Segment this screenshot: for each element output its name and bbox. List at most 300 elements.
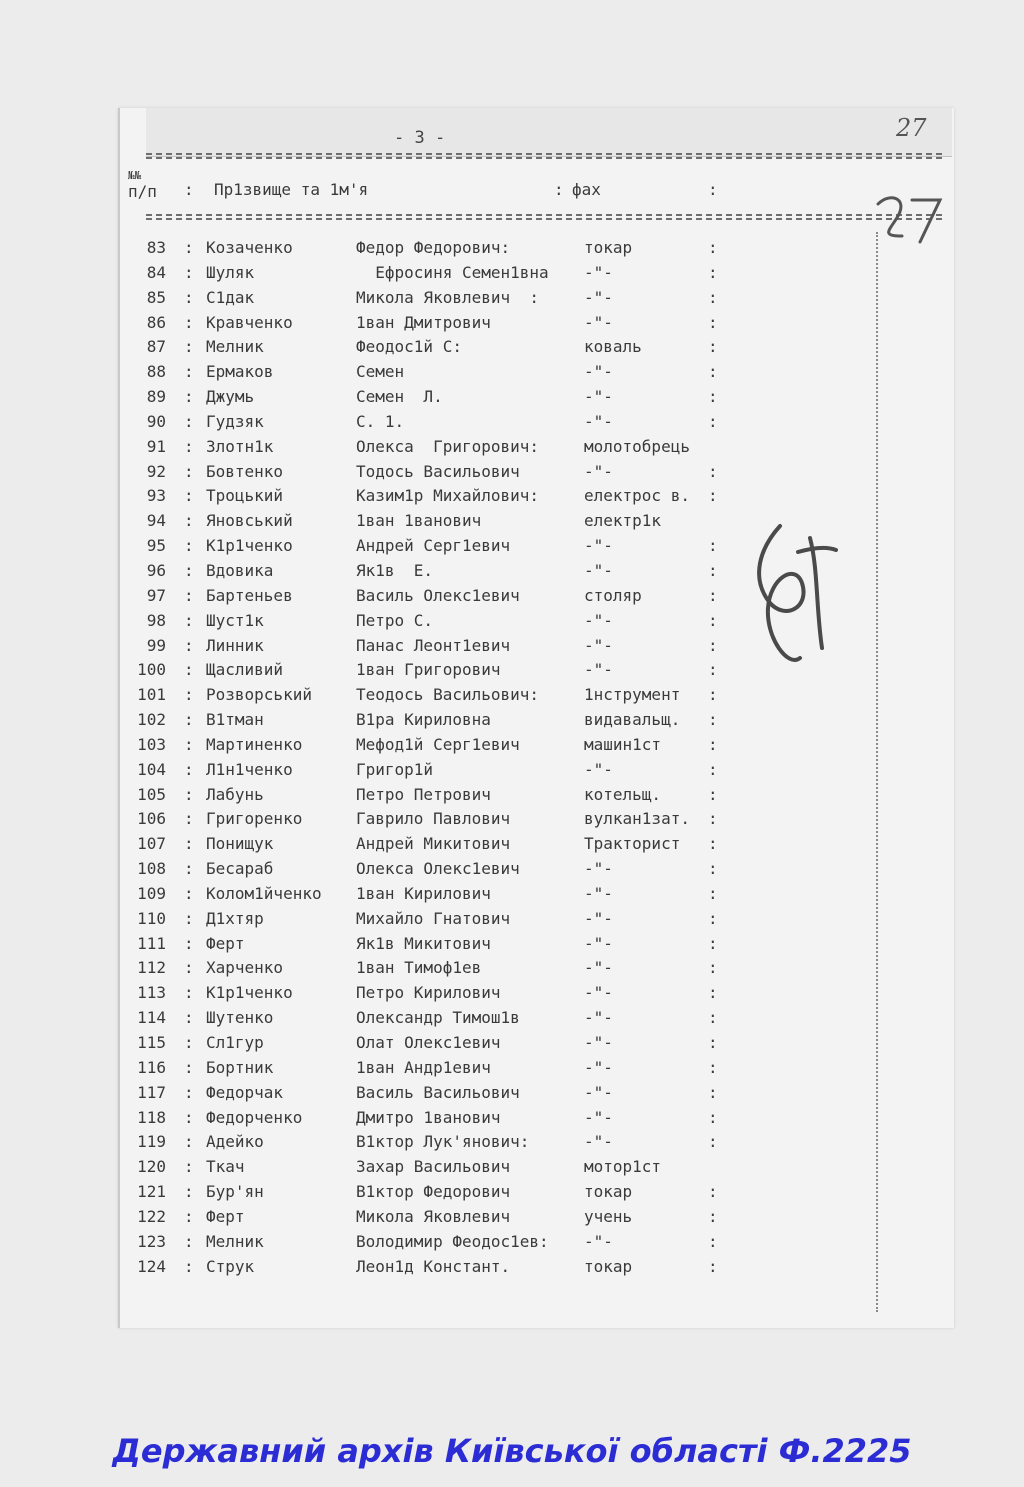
table-row bbox=[122, 410, 942, 435]
row-trade: мотор1ст bbox=[584, 1157, 662, 1177]
table-row bbox=[122, 1130, 942, 1155]
row-trade: учень bbox=[584, 1206, 633, 1226]
table-row bbox=[122, 1180, 942, 1205]
row-surname: Ферт bbox=[206, 1206, 245, 1226]
archive-caption: Державний архів Київської області Ф.2225 bbox=[112, 1432, 912, 1470]
row-surname: Мелник bbox=[206, 1231, 264, 1251]
row-trade: -"- bbox=[584, 1008, 613, 1028]
row-end-colon: : bbox=[708, 461, 718, 481]
column-separator: : bbox=[184, 1057, 194, 1077]
row-trade: -"- bbox=[584, 1107, 613, 1127]
row-surname: Мелник bbox=[206, 337, 264, 357]
row-number: 118 bbox=[137, 1107, 166, 1127]
table-row bbox=[122, 261, 942, 286]
row-trade: -"- bbox=[584, 933, 613, 953]
column-separator: : bbox=[184, 1206, 194, 1226]
row-number: 104 bbox=[137, 759, 166, 779]
header-colon: : bbox=[184, 180, 194, 199]
row-given-name: Петро Петрович bbox=[356, 784, 491, 804]
column-separator: : bbox=[184, 1008, 194, 1028]
row-end-colon: : bbox=[708, 784, 718, 804]
row-end-colon: : bbox=[708, 1182, 718, 1202]
row-end-colon: : bbox=[708, 1033, 718, 1052]
row-given-name: С. 1. bbox=[356, 411, 405, 431]
row-given-name: Олекса Олекс1евич bbox=[356, 859, 520, 879]
row-end-colon: : bbox=[708, 883, 718, 903]
row-trade: -"- bbox=[584, 411, 613, 431]
row-trade: вулкан1зат. bbox=[584, 809, 690, 829]
row-surname: Понищук bbox=[206, 834, 274, 854]
column-separator: : bbox=[184, 883, 194, 903]
row-number: 108 bbox=[137, 859, 166, 879]
row-given-name: 1ван Григорович bbox=[356, 660, 501, 680]
row-surname: Троцький bbox=[206, 486, 284, 506]
column-separator: : bbox=[184, 262, 194, 282]
row-surname: Злотн1к bbox=[206, 436, 274, 456]
row-number: 122 bbox=[137, 1206, 166, 1226]
row-surname: Струк bbox=[206, 1256, 255, 1276]
row-number: 109 bbox=[137, 883, 166, 903]
row-given-name: Володимир Феодос1ев: bbox=[356, 1231, 549, 1251]
column-separator: : bbox=[184, 337, 194, 357]
row-trade: -"- bbox=[584, 461, 613, 481]
row-number: 86 bbox=[146, 312, 166, 332]
row-end-colon: : bbox=[708, 560, 718, 580]
column-separator: : bbox=[184, 809, 194, 829]
row-number: 111 bbox=[137, 933, 166, 953]
row-given-name: Михайло Гнатович bbox=[356, 908, 511, 928]
row-surname: Бур'ян bbox=[206, 1182, 264, 1202]
row-number: 107 bbox=[137, 834, 166, 854]
row-trade: -"- bbox=[584, 262, 613, 282]
column-separator: : bbox=[184, 908, 194, 928]
row-given-name: Василь Васильович bbox=[356, 1082, 520, 1102]
row-given-name: Мефод1й Серг1евич bbox=[356, 734, 520, 754]
row-given-name: Григор1й bbox=[356, 759, 434, 779]
row-given-name: Панас Леонт1евич bbox=[356, 635, 511, 655]
archive-sheet-number: 27 bbox=[896, 114, 927, 142]
row-given-name: Андрей Серг1евич bbox=[356, 536, 511, 556]
row-trade: -"- bbox=[584, 1033, 613, 1052]
row-given-name: Як1в Микитович bbox=[356, 933, 491, 953]
column-separator: : bbox=[184, 685, 194, 705]
row-surname: Л1н1ченко bbox=[206, 759, 293, 779]
row-number: 100 bbox=[137, 660, 166, 680]
row-trade: -"- bbox=[584, 635, 613, 655]
column-separator: : bbox=[184, 436, 194, 456]
row-surname: К1р1ченко bbox=[206, 536, 293, 556]
row-surname: К1р1ченко bbox=[206, 983, 293, 1003]
row-end-colon: : bbox=[708, 859, 718, 879]
column-separator: : bbox=[184, 1157, 194, 1177]
row-trade: котельщ. bbox=[584, 784, 662, 804]
header-number: п/п bbox=[128, 182, 157, 201]
header-no-mark: №№ bbox=[128, 169, 142, 182]
table-row bbox=[122, 832, 942, 857]
row-surname: Козаченко bbox=[206, 238, 293, 257]
row-end-colon: : bbox=[708, 660, 718, 680]
column-separator: : bbox=[184, 560, 194, 580]
table-row bbox=[122, 882, 942, 907]
row-trade: Тракторист bbox=[584, 834, 681, 854]
row-surname: Д1хтяр bbox=[206, 908, 264, 928]
row-end-colon: : bbox=[708, 411, 718, 431]
row-number: 119 bbox=[137, 1132, 166, 1152]
row-trade: електр1к bbox=[584, 511, 662, 531]
row-number: 94 bbox=[146, 511, 166, 531]
row-surname: Харченко bbox=[206, 958, 284, 978]
row-number: 102 bbox=[137, 710, 166, 730]
row-number: 117 bbox=[137, 1082, 166, 1102]
row-number: 93 bbox=[146, 486, 166, 506]
row-end-colon: : bbox=[708, 1008, 718, 1028]
row-trade: -"- bbox=[584, 958, 613, 978]
row-end-colon: : bbox=[708, 337, 718, 357]
row-trade: токар bbox=[584, 1256, 633, 1276]
row-end-colon: : bbox=[708, 238, 718, 257]
row-trade: -"- bbox=[584, 883, 613, 903]
row-number: 101 bbox=[137, 685, 166, 705]
table-row bbox=[122, 236, 942, 261]
row-surname: Колом1йченко bbox=[206, 883, 322, 903]
column-separator: : bbox=[184, 511, 194, 531]
row-surname: Мартиненко bbox=[206, 734, 303, 754]
row-end-colon: : bbox=[708, 486, 718, 506]
row-given-name: Микола Яковлевич : bbox=[356, 287, 540, 307]
row-given-name: 1ван Тимоф1ев bbox=[356, 958, 482, 978]
column-separator: : bbox=[184, 859, 194, 879]
row-trade: -"- bbox=[584, 1057, 613, 1077]
table-row bbox=[122, 708, 942, 733]
table-row bbox=[122, 683, 942, 708]
row-number: 91 bbox=[146, 436, 166, 456]
row-given-name: Як1в Е. bbox=[356, 560, 434, 580]
column-separator: : bbox=[184, 660, 194, 680]
row-number: 123 bbox=[137, 1231, 166, 1251]
column-separator: : bbox=[184, 1182, 194, 1202]
row-end-colon: : bbox=[708, 734, 718, 754]
row-number: 83 bbox=[146, 238, 166, 257]
row-trade: токар bbox=[584, 238, 633, 257]
row-number: 116 bbox=[137, 1057, 166, 1077]
table-row bbox=[122, 733, 942, 758]
column-separator: : bbox=[184, 461, 194, 481]
row-given-name: 1ван Андр1евич bbox=[356, 1057, 491, 1077]
row-surname: Сл1гур bbox=[206, 1033, 264, 1052]
row-surname: Линник bbox=[206, 635, 264, 655]
column-separator: : bbox=[184, 1231, 194, 1251]
row-surname: Ткач bbox=[206, 1157, 245, 1177]
row-surname: Федорчак bbox=[206, 1082, 284, 1102]
row-given-name: Казим1р Михайлович: bbox=[356, 486, 540, 506]
column-separator: : bbox=[184, 610, 194, 630]
row-end-colon: : bbox=[708, 1206, 718, 1226]
table-row bbox=[122, 981, 942, 1006]
row-trade: -"- bbox=[584, 287, 613, 307]
table-row bbox=[122, 956, 942, 981]
table-row bbox=[122, 311, 942, 336]
row-surname: Розворський bbox=[206, 685, 312, 705]
column-separator: : bbox=[184, 834, 194, 854]
row-number: 115 bbox=[137, 1033, 166, 1052]
row-end-colon: : bbox=[708, 759, 718, 779]
row-number: 97 bbox=[146, 585, 166, 605]
row-given-name: Семен Л. bbox=[356, 387, 443, 407]
column-separator: : bbox=[184, 387, 194, 407]
pencil-corner-mark bbox=[872, 190, 952, 250]
row-end-colon: : bbox=[708, 1082, 718, 1102]
row-given-name: Олекса Григорович: bbox=[356, 436, 540, 456]
row-surname: Ферт bbox=[206, 933, 245, 953]
row-end-colon: : bbox=[708, 262, 718, 282]
row-trade: токар bbox=[584, 1182, 633, 1202]
row-end-colon: : bbox=[708, 362, 718, 382]
row-end-colon: : bbox=[708, 958, 718, 978]
column-separator: : bbox=[184, 734, 194, 754]
row-end-colon: : bbox=[708, 1057, 718, 1077]
table-row bbox=[122, 385, 942, 410]
page-number: - 3 - bbox=[394, 128, 446, 148]
row-surname: Адейко bbox=[206, 1132, 264, 1152]
row-given-name: В1ктор Федорович bbox=[356, 1182, 511, 1202]
row-surname: Бесараб bbox=[206, 859, 274, 879]
table-row bbox=[122, 1081, 942, 1106]
row-number: 90 bbox=[146, 411, 166, 431]
table-row bbox=[122, 1205, 942, 1230]
row-given-name: 1ван 1ванович bbox=[356, 511, 482, 531]
row-given-name: Теодось Васильович: bbox=[356, 685, 540, 705]
row-number: 106 bbox=[137, 809, 166, 829]
row-surname: Кравченко bbox=[206, 312, 293, 332]
row-trade: -"- bbox=[584, 908, 613, 928]
row-number: 110 bbox=[137, 908, 166, 928]
table-header bbox=[128, 170, 948, 210]
row-given-name: Олат Олекс1евич bbox=[356, 1033, 501, 1052]
column-separator: : bbox=[184, 1033, 194, 1052]
row-number: 124 bbox=[137, 1256, 166, 1276]
worker-list bbox=[122, 236, 942, 1279]
row-given-name: Петро Кирилович bbox=[356, 983, 501, 1003]
row-surname: С1дак bbox=[206, 287, 255, 307]
row-given-name: Ефросиня Семен1вна bbox=[356, 262, 549, 282]
row-given-name: Семен bbox=[356, 362, 405, 382]
row-trade: -"- bbox=[584, 387, 613, 407]
row-given-name: Василь Олекс1евич bbox=[356, 585, 520, 605]
row-given-name: В1ктор Лук'янович: bbox=[356, 1132, 530, 1152]
table-row bbox=[122, 1155, 942, 1180]
row-end-colon: : bbox=[708, 585, 718, 605]
column-separator: : bbox=[184, 312, 194, 332]
double-rule-top bbox=[146, 153, 942, 159]
row-trade: машин1ст bbox=[584, 734, 662, 754]
row-trade: -"- bbox=[584, 610, 613, 630]
row-given-name: Олександр Тимош1в bbox=[356, 1008, 520, 1028]
row-end-colon: : bbox=[708, 908, 718, 928]
table-row bbox=[122, 335, 942, 360]
row-given-name: 1ван Дмитрович bbox=[356, 312, 491, 332]
row-number: 112 bbox=[137, 958, 166, 978]
row-given-name: Петро С. bbox=[356, 610, 434, 630]
row-surname: Лабунь bbox=[206, 784, 264, 804]
row-trade: 1нструмент bbox=[584, 685, 681, 705]
row-end-colon: : bbox=[708, 312, 718, 332]
table-row bbox=[122, 1255, 942, 1280]
row-trade: молотобрець bbox=[584, 436, 690, 456]
column-separator: : bbox=[184, 287, 194, 307]
row-end-colon: : bbox=[708, 933, 718, 953]
row-given-name: Федор Федорович: bbox=[356, 238, 511, 257]
row-trade: -"- bbox=[584, 312, 613, 332]
row-number: 113 bbox=[137, 983, 166, 1003]
row-surname: Джумь bbox=[206, 387, 255, 407]
row-number: 120 bbox=[137, 1157, 166, 1177]
table-row bbox=[122, 932, 942, 957]
row-end-colon: : bbox=[708, 1256, 718, 1276]
row-trade: -"- bbox=[584, 536, 613, 556]
table-row bbox=[122, 286, 942, 311]
column-separator: : bbox=[184, 238, 194, 257]
column-separator: : bbox=[184, 1256, 194, 1276]
table-row bbox=[122, 360, 942, 385]
table-row bbox=[122, 1230, 942, 1255]
row-given-name: Захар Васильович bbox=[356, 1157, 511, 1177]
row-number: 99 bbox=[146, 635, 166, 655]
row-end-colon: : bbox=[708, 536, 718, 556]
row-end-colon: : bbox=[708, 1231, 718, 1251]
row-trade: столяр bbox=[584, 585, 642, 605]
row-end-colon: : bbox=[708, 610, 718, 630]
row-number: 92 bbox=[146, 461, 166, 481]
row-given-name: Дмитро 1ванович bbox=[356, 1107, 501, 1127]
row-surname: Григоренко bbox=[206, 809, 303, 829]
row-trade: -"- bbox=[584, 983, 613, 1003]
table-row bbox=[122, 1006, 942, 1031]
row-surname: Федорченко bbox=[206, 1107, 303, 1127]
row-surname: Вдовика bbox=[206, 560, 274, 580]
row-given-name: Феодос1й С: bbox=[356, 337, 462, 357]
column-separator: : bbox=[184, 1082, 194, 1102]
table-row bbox=[122, 435, 942, 460]
row-trade: -"- bbox=[584, 1231, 613, 1251]
row-number: 105 bbox=[137, 784, 166, 804]
header-name: Пр1звище та 1м'я bbox=[214, 180, 369, 199]
row-number: 84 bbox=[146, 262, 166, 282]
row-end-colon: : bbox=[708, 983, 718, 1003]
row-number: 96 bbox=[146, 560, 166, 580]
row-trade: -"- bbox=[584, 362, 613, 382]
row-surname: Ермаков bbox=[206, 362, 274, 382]
table-row bbox=[122, 1106, 942, 1131]
row-trade: -"- bbox=[584, 560, 613, 580]
table-row bbox=[122, 484, 942, 509]
row-number: 87 bbox=[146, 337, 166, 357]
row-trade: -"- bbox=[584, 759, 613, 779]
row-surname: Бортник bbox=[206, 1057, 274, 1077]
column-separator: : bbox=[184, 958, 194, 978]
table-row bbox=[122, 1031, 942, 1056]
row-surname: Бовтенко bbox=[206, 461, 284, 481]
row-surname: Яновський bbox=[206, 511, 293, 531]
double-rule-header bbox=[146, 214, 942, 220]
column-separator: : bbox=[184, 536, 194, 556]
row-surname: Шутенко bbox=[206, 1008, 274, 1028]
row-surname: Шуляк bbox=[206, 262, 255, 282]
row-given-name: Гаврило Павлович bbox=[356, 809, 511, 829]
row-end-colon: : bbox=[708, 710, 718, 730]
table-row bbox=[122, 783, 942, 808]
sheet-top-strip bbox=[146, 108, 952, 157]
row-trade: електрос в. bbox=[584, 486, 690, 506]
row-surname: Гудзяк bbox=[206, 411, 264, 431]
row-trade: видавальщ. bbox=[584, 710, 681, 730]
row-surname: В1тман bbox=[206, 710, 264, 730]
row-trade: -"- bbox=[584, 660, 613, 680]
table-row bbox=[122, 857, 942, 882]
table-row bbox=[122, 460, 942, 485]
column-separator: : bbox=[184, 710, 194, 730]
column-separator: : bbox=[184, 1132, 194, 1152]
column-separator: : bbox=[184, 411, 194, 431]
column-separator: : bbox=[184, 759, 194, 779]
row-end-colon: : bbox=[708, 809, 718, 829]
row-number: 85 bbox=[146, 287, 166, 307]
column-separator: : bbox=[184, 362, 194, 382]
row-trade: -"- bbox=[584, 859, 613, 879]
table-row bbox=[122, 907, 942, 932]
row-number: 98 bbox=[146, 610, 166, 630]
row-number: 103 bbox=[137, 734, 166, 754]
header-colon: : bbox=[708, 180, 718, 199]
row-given-name: Андрей Микитович bbox=[356, 834, 511, 854]
column-separator: : bbox=[184, 486, 194, 506]
row-end-colon: : bbox=[708, 287, 718, 307]
row-end-colon: : bbox=[708, 1132, 718, 1152]
column-separator: : bbox=[184, 983, 194, 1003]
row-number: 95 bbox=[146, 536, 166, 556]
row-end-colon: : bbox=[708, 1107, 718, 1127]
row-number: 121 bbox=[137, 1182, 166, 1202]
header-colon: : bbox=[554, 180, 564, 199]
row-given-name: Леон1д Констант. bbox=[356, 1256, 511, 1276]
column-separator: : bbox=[184, 1107, 194, 1127]
column-separator: : bbox=[184, 635, 194, 655]
column-separator: : bbox=[184, 784, 194, 804]
row-surname: Бартеньев bbox=[206, 585, 293, 605]
column-separator: : bbox=[184, 585, 194, 605]
row-number: 114 bbox=[137, 1008, 166, 1028]
right-dotted-margin bbox=[876, 232, 878, 1312]
row-end-colon: : bbox=[708, 834, 718, 854]
row-number: 89 bbox=[146, 387, 166, 407]
row-trade: коваль bbox=[584, 337, 642, 357]
table-row bbox=[122, 1056, 942, 1081]
row-given-name: Микола Яковлевич bbox=[356, 1206, 511, 1226]
row-end-colon: : bbox=[708, 387, 718, 407]
row-end-colon: : bbox=[708, 635, 718, 655]
row-trade: -"- bbox=[584, 1132, 613, 1152]
row-trade: -"- bbox=[584, 1082, 613, 1102]
table-row bbox=[122, 807, 942, 832]
row-given-name: 1ван Кирилович bbox=[356, 883, 491, 903]
row-surname: Шуст1к bbox=[206, 610, 264, 630]
row-surname: Щасливий bbox=[206, 660, 284, 680]
row-given-name: В1ра Кириловна bbox=[356, 710, 491, 730]
row-given-name: Тодось Васильович bbox=[356, 461, 520, 481]
pencil-mark-27 bbox=[740, 508, 850, 678]
row-end-colon: : bbox=[708, 685, 718, 705]
column-separator: : bbox=[184, 933, 194, 953]
row-number: 88 bbox=[146, 362, 166, 382]
